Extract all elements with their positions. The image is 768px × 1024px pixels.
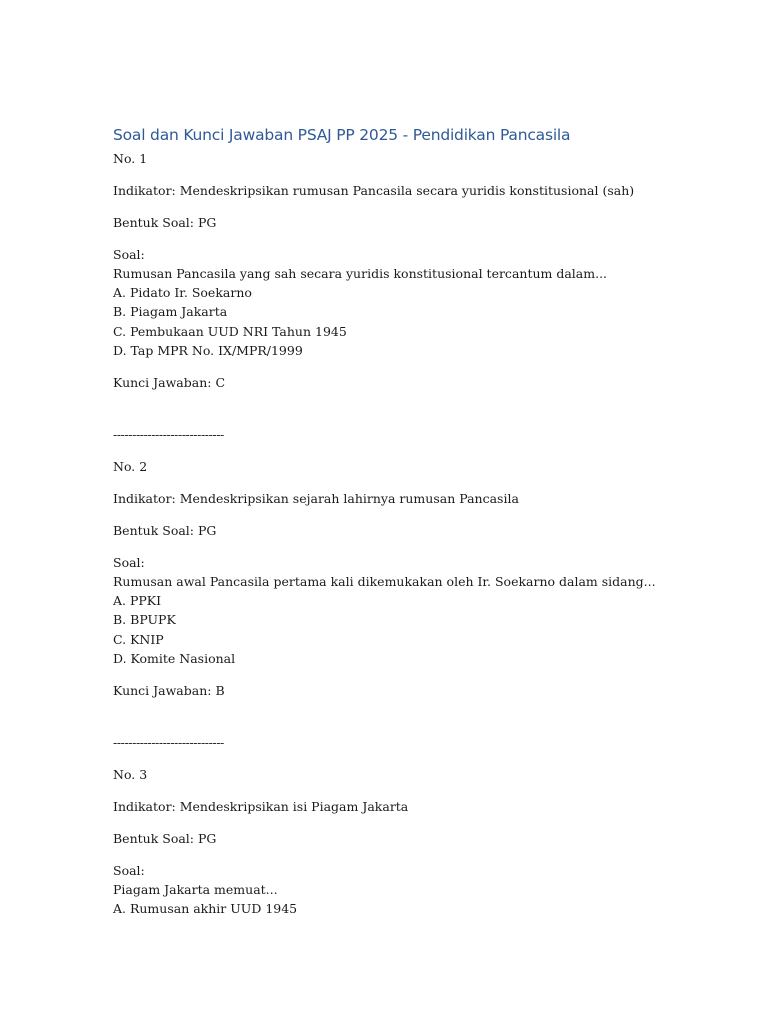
question-2 [113,457,713,700]
answer-options [113,591,713,668]
document-body [113,125,713,919]
question-number: No. 1 [113,151,148,166]
question-indicator: Indikator: Mendeskripsikan rumusan Pancasila secara yuridis konstitusional (sah) [113,183,635,198]
option-c: C. Pembukaan UUD NRI Tahun 1945 [113,323,347,339]
question-text: Piagam Jakarta memuat... [113,882,278,898]
question-indicator: Indikator: Mendeskripsikan sejarah lahirnya rumusan Pancasila [113,491,519,507]
option-a: A. PPKI [113,593,162,609]
question-text: Rumusan awal Pancasila pertama kali dikemukakan oleh Ir. Soekarno dalam sidang... [113,574,656,590]
question-form: Bentuk Soal: PG [113,831,217,847]
option-a: A. Rumusan akhir UUD 1945 [113,901,298,917]
option-b: B. BPUPK [113,612,176,628]
question-number: No. 3 [113,767,148,783]
soal-label: Soal: [113,247,145,262]
answer-key: Kunci Jawaban: C [113,375,226,391]
question-form: Bentuk Soal: PG [113,215,217,230]
document-title: Soal dan Kunci Jawaban PSAJ PP 2025 - Pendidikan Pancasila [113,126,571,144]
soal-label: Soal: [113,555,145,571]
section-separator: ----------------------------- [113,427,224,443]
option-d: D. Komite Nasional [113,651,236,667]
option-d: D. Tap MPR No. IX/MPR/1999 [113,342,303,358]
section-separator: ----------------------------- [113,735,224,751]
soal-label: Soal: [113,863,145,879]
option-b: B. Piagam Jakarta [113,304,228,320]
answer-key: Kunci Jawaban: B [113,683,225,699]
question-form: Bentuk Soal: PG [113,523,217,539]
question-3 [113,765,713,918]
question-1 [113,149,713,392]
answer-options [113,899,713,918]
answer-options [113,283,713,360]
option-c: C. KNIP [113,631,164,647]
question-text: Rumusan Pancasila yang sah secara yuridis konstitusional tercantum dalam... [113,266,608,281]
question-number: No. 2 [113,459,148,475]
question-indicator: Indikator: Mendeskripsikan isi Piagam Jakarta [113,799,409,815]
option-a: A. Pidato Ir. Soekarno [113,285,252,300]
